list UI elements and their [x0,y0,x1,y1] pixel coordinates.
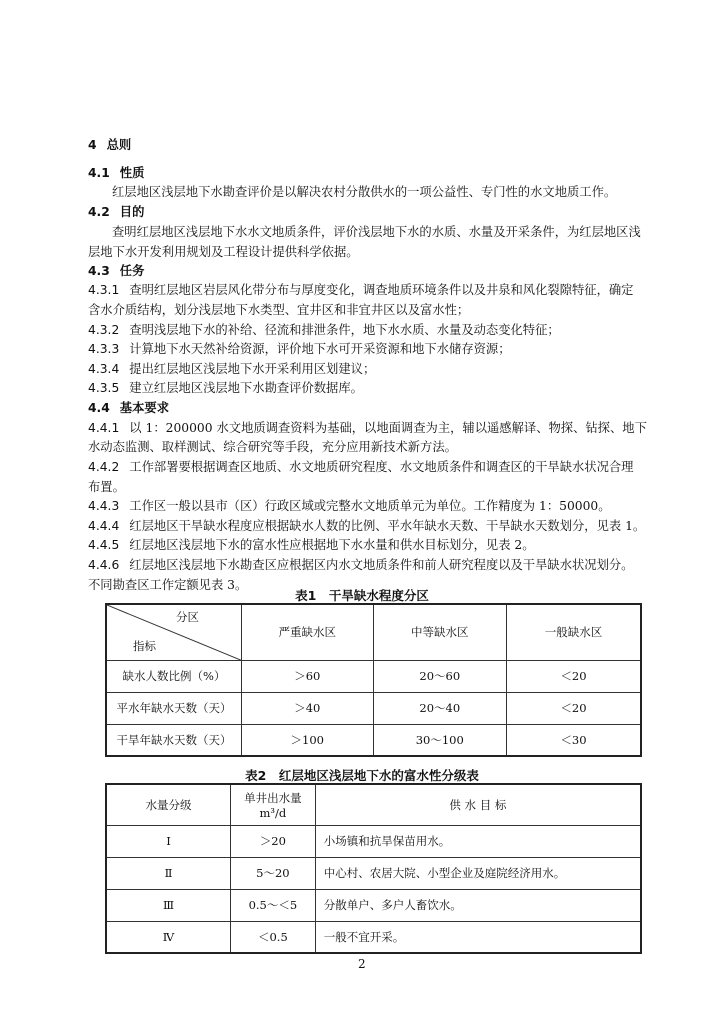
section-text: 建立红层地区浅层地下水勘查评价数据库。 [129,381,363,395]
diagonal-line [107,605,243,661]
table-cell: 20～40 [373,692,506,724]
section-text: 查明红层地区浅层地下水水文地质条件，评价浅层地下水的水质、水量及开采条件，为红层地区浅 [112,225,641,239]
section-number: 4.4.5 [88,538,120,552]
table1-header: 一般缺水区 [507,604,641,660]
table-row [106,724,641,756]
table1-header: 中等缺水区 [373,604,506,660]
table-cell: Ⅰ [106,825,231,857]
section-heading [88,263,658,279]
table-cell: 0.5～＜5 [231,889,316,921]
table-cell: 一般不宜开采。 [315,921,641,953]
table-row [106,857,641,889]
table-cell: 5～20 [231,857,316,889]
section-text: 任务 [119,264,145,278]
section-text: 层地下水开发利用规划及工程设计提供科学依据。 [88,245,359,259]
paragraph-line [88,498,658,514]
section-number: 4.3.3 [88,342,120,356]
paragraph-line [112,224,682,240]
section-number: 4.3.2 [88,323,120,337]
section-number: 4 [88,138,97,152]
table-cell: 中心村、农居大院、小型企业及庭院经济用水。 [315,857,641,889]
table-row [106,660,641,692]
table-cell: 20～60 [373,660,506,692]
section-number: 4.1 [88,166,110,180]
table-cell: 分散单户、多户人畜饮水。 [315,889,641,921]
paragraph-line [88,439,658,455]
section-number: 4.4.6 [88,558,120,572]
section-heading [88,137,658,153]
table-cell: Ⅳ [106,921,231,953]
section-number: 4.4.4 [88,519,120,533]
section-text: 性质 [119,166,145,180]
table1-corner-cell [106,604,242,660]
section-number: 4.4.2 [88,460,120,474]
paragraph-line [88,459,658,475]
table-cell: Ⅲ [106,889,231,921]
paragraph-line [88,361,658,377]
paragraph-line [88,302,658,318]
section-text: 不同勘查区工作定额见表 3。 [88,578,248,592]
page-number: 2 [358,957,366,971]
section-text: 查明浅层地下水的补给、径流和排泄条件，地下水水质、水量及动态变化特征； [129,323,560,337]
section-text: 含水介质结构，划分浅层地下水类型、宜井区和非宜井区以及富水性； [88,303,470,317]
section-text: 水动态监测、取样测试、综合研究等手段，充分应用新技术新方法。 [88,440,457,454]
table2-header: 水量分级 [106,784,231,825]
table-cell: ＜30 [507,724,641,756]
table1-caption: 表1 干旱缺水程度分区 [295,588,429,603]
table-row [106,921,641,953]
table1-drought-zoning [105,603,642,757]
section-number: 4.2 [88,205,110,219]
corner-bottom-label: 指标 [133,638,156,653]
paragraph-line [88,380,658,396]
section-text: 布置。 [88,480,125,494]
table-cell: 小场镇和抗旱保苗用水。 [315,825,641,857]
corner-top-label: 分区 [176,610,200,624]
paragraph-line [88,322,658,338]
table-cell: Ⅱ [106,857,231,889]
section-text: 工作部署要根据调查区地质、水文地质研究程度、水文地质条件和调查区的干旱缺水状况合理 [129,460,634,474]
paragraph-line [88,282,658,298]
section-text: 提出红层地区浅层地下水开采利用区划建议； [129,362,376,376]
table-cell: 缺水人数比例（%） [106,660,242,692]
section-text: 红层地区浅层地下水勘查区应根据区内水文地质条件和前人研究程度以及干旱缺水状况划分。 [129,558,634,572]
table-cell: 干旱年缺水天数（天） [106,724,242,756]
table-row [106,692,641,724]
table2-caption: 表2 红层地区浅层地下水的富水性分级表 [245,768,479,783]
section-text: 基本要求 [119,401,169,415]
section-heading [88,204,658,220]
section-text: 红层地区干旱缺水程度应根据缺水人数的比例、平水年缺水天数、干旱缺水天数划分，见表 1。 [129,519,646,533]
table2-water-richness [105,783,642,954]
section-text: 红层地区浅层地下水勘查评价是以解决农村分散供水的一项公益性、专门性的水文地质工作。 [112,185,617,199]
table-cell: 30～100 [373,724,506,756]
section-number: 4.4 [88,401,110,415]
paragraph-line [112,184,682,200]
paragraph-line [88,557,658,573]
table-cell: 平水年缺水天数（天） [106,692,242,724]
paragraph-line [88,244,658,260]
section-number: 4.3.5 [88,381,120,395]
paragraph-line [88,341,658,357]
paragraph-line [88,479,658,495]
paragraph-line [88,420,658,436]
section-text: 工作区一般以县市（区）行政区域或完整水文地质单元为单位。工作精度为 1：50000。 [129,499,611,513]
header-unit: m³/d [259,805,287,820]
table-cell: ＞60 [242,660,374,692]
table-cell: ＜20 [507,660,641,692]
table-cell: ＞100 [242,724,374,756]
paragraph-line [88,537,658,553]
section-number: 4.3 [88,264,110,278]
section-text: 红层地区浅层地下水的富水性应根据地下水水量和供水目标划分，见表 2。 [129,538,535,552]
section-heading [88,165,658,181]
section-text: 目的 [119,205,145,219]
table-row [106,889,641,921]
section-number: 4.3.1 [88,283,120,297]
section-number: 4.4.3 [88,499,120,513]
table-cell: ＞20 [231,825,316,857]
section-text: 以 1：200000 水文地质调查资料为基础，以地面调查为主，辅以遥感解译、物探、钻探、地下 [129,421,647,435]
section-text: 总则 [106,138,132,152]
paragraph-line [88,518,658,534]
table-cell: ＞40 [242,692,374,724]
table-row [106,825,641,857]
table1-header: 严重缺水区 [242,604,374,660]
header-yield: 单井出水量 [244,790,302,805]
table-cell: ＜20 [507,692,641,724]
table2-header [231,784,316,825]
table-cell: ＜0.5 [231,921,316,953]
section-text: 计算地下水天然补给资源，评价地下水可开采资源和地下水储存资源； [129,342,511,356]
table2-header: 供 水 目 标 [315,784,641,825]
section-number: 4.3.4 [88,362,120,376]
section-text: 查明红层地区岩层风化带分布与厚度变化，调查地质环境条件以及井泉和风化裂隙特征，确定 [129,283,634,297]
section-heading [88,400,658,416]
section-number: 4.4.1 [88,421,120,435]
